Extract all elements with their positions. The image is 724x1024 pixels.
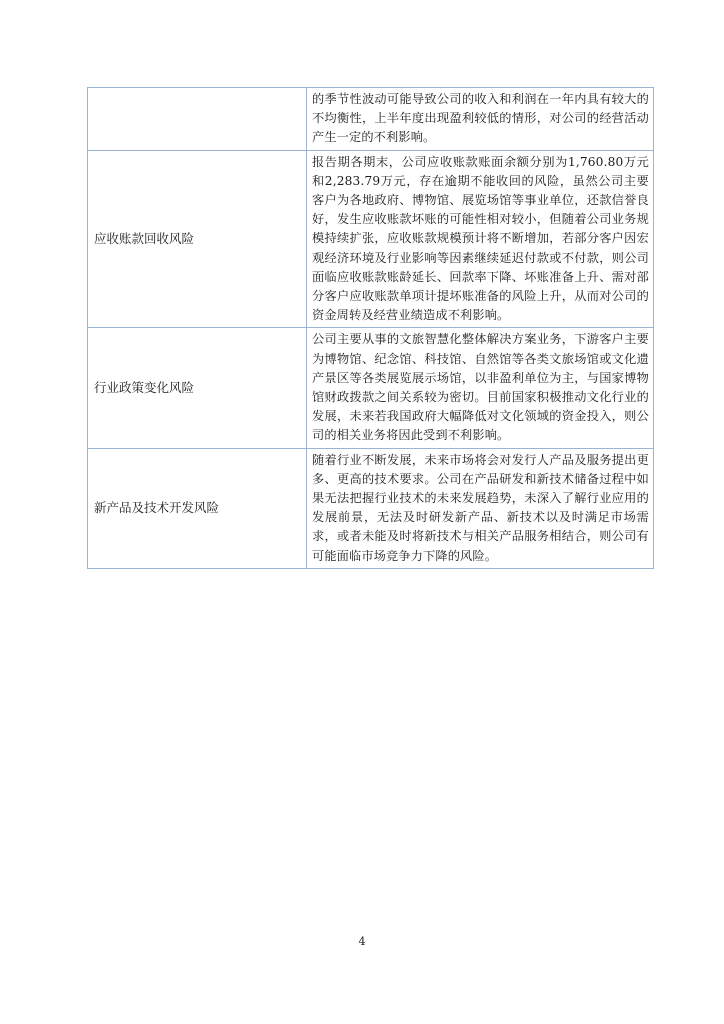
table-row	[88, 448, 654, 568]
risk-description-cell: 的季节性波动可能导致公司的收入和利润在一年内具有较大的不均衡性，上半年度出现盈利较低的情形，对公司的经营活动产生一定的不利影响。	[307, 88, 654, 151]
risk-description-cell: 报告期各期末，公司应收账款账面余额分别为1,760.80万元和2,283.79万元，存在逾期不能收回的风险，虽然公司主要客户为各地政府、博物馆、展览场馆等事业单位，还款信誉良好，发生应收账款坏账的可能性相对较小，但随着公司业务规模持续扩张，应收账款规模预计将不断增加，若部分客户因宏观经济环境及行业影响等因素继续延迟付款或不付款，则公司面临应收账款账龄延长、回款率下降、坏账准备上升、需对部分客户应收账款单项计提坏账准备的风险上升，从而对公司的资金周转及经营业绩造成不利影响。	[307, 150, 654, 328]
risk-name-cell: 行业政策变化风险	[88, 328, 307, 448]
table-row	[88, 88, 654, 151]
table-row	[88, 328, 654, 448]
risk-name-cell: 应收账款回收风险	[88, 150, 307, 328]
risk-name-cell: 新产品及技术开发风险	[88, 448, 307, 568]
page-number: 4	[358, 935, 366, 948]
risk-factor-table	[87, 87, 654, 569]
risk-name-cell	[88, 88, 307, 151]
table-row	[88, 150, 654, 328]
risk-description-cell: 随着行业不断发展，未来市场将会对发行人产品及服务提出更多、更高的技术要求。公司在产品研发和新技术储备过程中如果无法把握行业技术的未来发展趋势，未深入了解行业应用的发展前景，无法及时研发新产品、新技术以及时满足市场需求，或者未能及时将新技术与相关产品服务相结合，则公司有可能面临市场竞争力下降的风险。	[307, 448, 654, 568]
risk-description-cell: 公司主要从事的文旅智慧化整体解决方案业务，下游客户主要为博物馆、纪念馆、科技馆、自然馆等各类文旅场馆或文化遗产景区等各类展览展示场馆，以非盈利单位为主，与国家博物馆财政拨款之间关系较为密切。目前国家积极推动文化行业的发展，未来若我国政府大幅降低对文化领域的资金投入，则公司的相关业务将因此受到不利影响。	[307, 328, 654, 448]
